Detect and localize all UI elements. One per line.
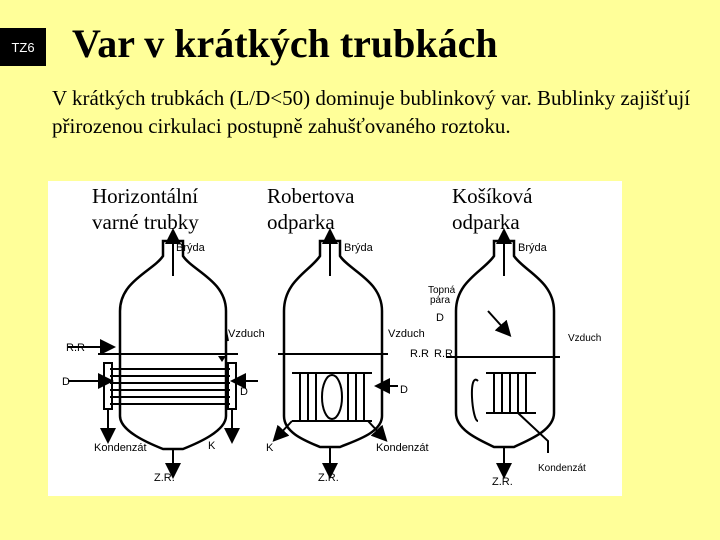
caption-line: Horizontální [92, 184, 199, 208]
annular-downcomer [472, 380, 478, 421]
label-air: Vzduch [568, 333, 602, 344]
evaporator-figure [48, 181, 622, 496]
label-vapour: Brýda [344, 242, 373, 254]
slide-body-text: V krátkých trubkách (L/D<50) dominuje bublinkový var. Bublinky zajišťují přirozenou cirkulaci postupně zahušťovaného roztoku. [52, 86, 691, 138]
label-steam: D [400, 384, 408, 396]
evaporator-horizontal-tubes [68, 236, 258, 471]
vertical-tube-bundle [292, 373, 372, 421]
label-condensate: Kondenzát [538, 463, 586, 474]
label-heating-steam-2: pára [430, 295, 451, 306]
caption-line: odparka [267, 210, 335, 234]
evaporator-diagrams [48, 181, 622, 496]
label-steam: D [62, 376, 70, 388]
horizontal-tube-bundle [104, 363, 236, 409]
label-steam-right: D [240, 386, 248, 398]
label-air: Vzduch [228, 328, 265, 340]
label-vapour: Brýda [518, 242, 547, 254]
evaporator-robert-labels [266, 242, 429, 484]
caption-line: Robertova [267, 184, 355, 208]
label-vapour: Brýda [176, 242, 205, 254]
condensate-pipe [518, 413, 548, 453]
label-heating-steam-1: Topná [428, 285, 456, 296]
label-condensate-k: K [266, 442, 274, 454]
downcomer-circulation [322, 375, 342, 419]
evaporator-basket [446, 236, 560, 471]
evaporator-basket-labels [428, 242, 601, 488]
steam-inlet-arrow [488, 311, 506, 331]
label-feed: R.R [434, 348, 453, 360]
label-condensate-k: K [208, 440, 216, 452]
slide-tag: TZ6 [0, 28, 46, 66]
label-steam: D [436, 312, 444, 324]
label-feed: R.R [66, 342, 85, 354]
label-concentrate: Z.R. [492, 476, 513, 488]
slide-title: Var v krátkých trubkách [72, 21, 498, 66]
label-feed: R.R [410, 348, 429, 360]
label-concentrate: Z.R. [154, 472, 175, 484]
label-air: Vzduch [388, 328, 425, 340]
vessel-shell [284, 241, 382, 447]
caption-line: odparka [452, 210, 520, 234]
basket-tube-bundle [472, 373, 536, 421]
label-condensate: Kondenzát [376, 442, 429, 454]
evaporator-robert [278, 236, 398, 471]
caption-line: Košíková [452, 184, 533, 208]
label-concentrate: Z.R. [318, 472, 339, 484]
caption-line: varné trubky [92, 210, 199, 234]
label-condensate: Kondenzát [94, 442, 147, 454]
